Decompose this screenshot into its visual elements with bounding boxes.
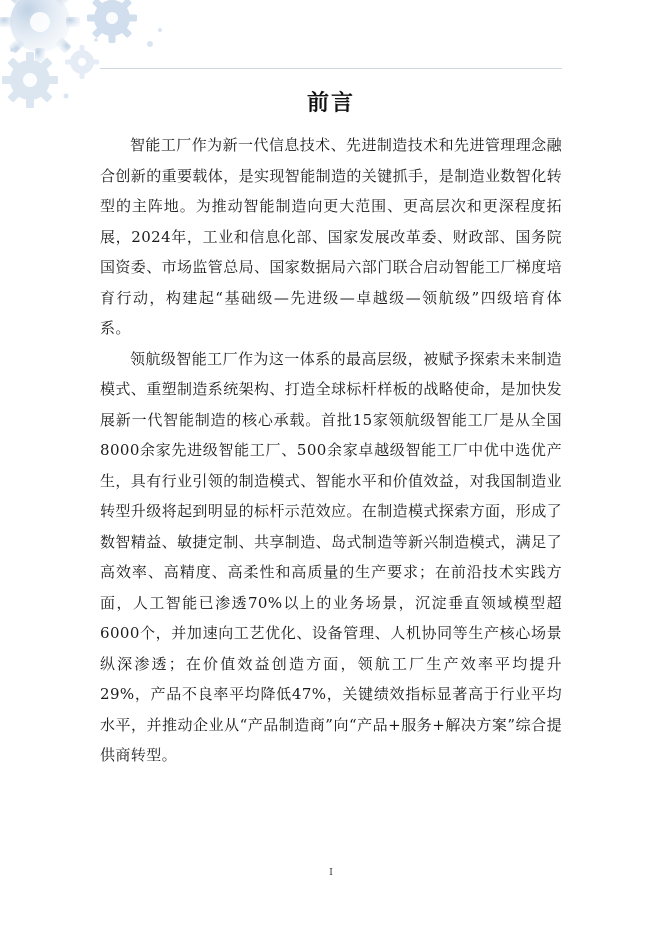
header-rule (100, 68, 562, 69)
page-title: 前言 (306, 91, 355, 116)
paragraph-1: 智能工厂作为新一代信息技术、先进制造技术和先进管理理念融合创新的重要载体，是实现智能制造的关键抓手，是制造业数智化转型的主阵地。为推动智能制造向更大范围、更高层次和更深程度拓展，2024年，工业和信息化部、国家发展改革委、财政部、国务院国资委、市场监管总局、国家数据局六部门联合启动智能工厂梯度培育行动，构建起“基础级—先进级—卓越级—领航级”四级培育体系。 (100, 136, 563, 337)
paragraph-2: 领航级智能工厂作为这一体系的最高层级，被赋予探索未来制造模式、重塑制造系统架构、打造全球标杆样板的战略使命，是加快发展新一代智能制造的核心承载。首批15家领航级智能工厂是从全国8000余家先进级智能工厂、500余家卓越级智能工厂中优中选优产生，具有行业引领的制造模式、智能水平和价值效益，对我国制造业转型升级将起到明显的标杆示范效应。在制造模式探索方面，形成了数智精益、敏捷定制、共享制造、岛式制造等新兴制造模式，满足了高效率、高精度、高柔性和高质量的生产要求；在前沿技术实践方面，人工智能已渗透70%以上的业务场景，沉淀垂直领域模型超6000个，并加速向工艺优化、设备管理、人机协同等生产核心场景纵深渗透；在价值效益创造方面，领航工厂生产效率平均提升29%，产品不良率平均降低47%，关键绩效指标显著高于行业平均水平，并推动企业从“产品制造商”向“产品+服务+解决方案”综合提供商转型。 (100, 349, 563, 764)
page-number: I (329, 868, 333, 878)
body-text (100, 130, 562, 771)
